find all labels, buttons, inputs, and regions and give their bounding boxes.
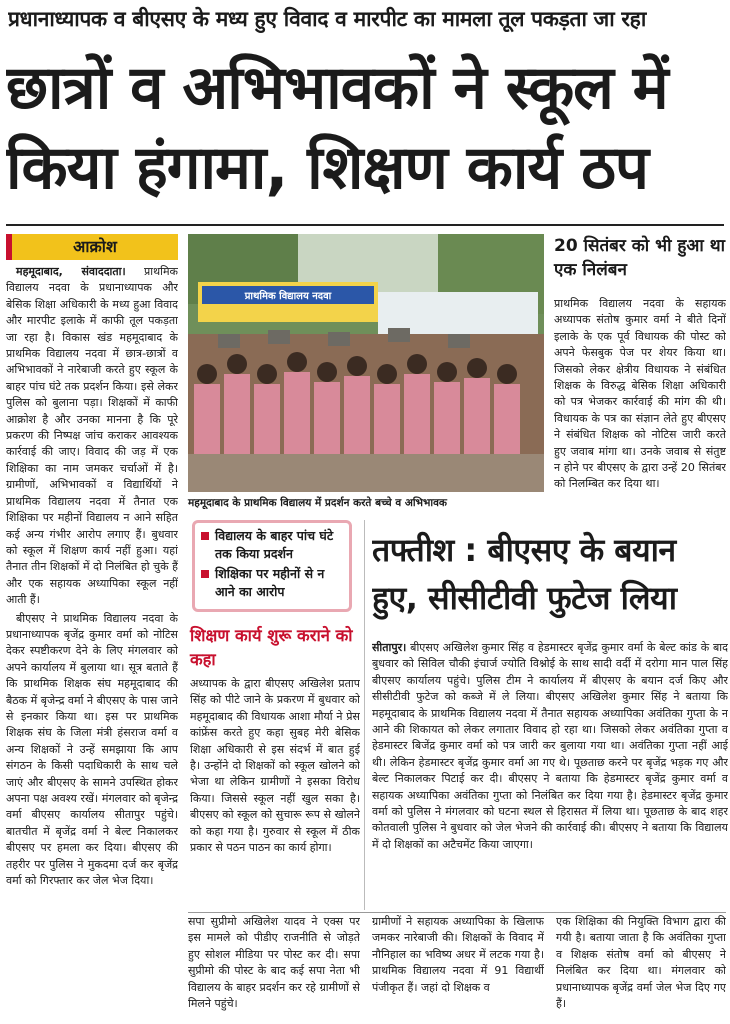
main-story-p1: प्राथमिक विद्यालय नदवा के प्रधानाध्यापक और बेसिक शिक्षा अधिकारी के मध्य हुआ विवाद और मारपीट इलाके में काफी तूल पकड़ता जा रहा है। विकास खंड महमूदाबाद के प्राथमिक विद्यालय नदवा में छात्र-छात्रों व अभिभावकों ने नारेबाजी करते हुए स्कूल के बाहर पांच घंटे तक प्रदर्शन किया। इसे लेकर पुलिस को बुलाना पड़ा। शिक्षकों में काफी आक्रोश है और उनका मानना है कि पूरे प्रकरण की निष्पक्ष जांच कराकर आवश्यक कार्रवाई की जाए। विवाद की जड़ में एक शिक्षिका का नाम जमकर चर्चाओं में है। ग्रामीणों, अभिभावकों व विद्यार्थियों ने प्राथमिक विद्यालय नदवा में तैनात एक शिक्षिका पर महीनों विद्यालय न आने सहित कई अन्य गंभीर आरोप लगाए हैं। बुधवार को स्कूल में शिक्षण कार्य नहीं हुआ। यहां तैनात तीन शिक्षकों में दो निलंबित हो चुके हैं और एक सहायक अध्यापिका स्कूल नहीं आती हैं। xyxy=(6,265,178,607)
main-headline xyxy=(6,48,726,208)
bottom-rule xyxy=(188,912,726,913)
headline-line-2: किया हंगामा, शिक्षण कार्य ठप xyxy=(6,133,649,203)
bottom-column-1 xyxy=(188,914,360,1020)
second-story-heading xyxy=(372,526,728,622)
protest-photo xyxy=(188,234,544,492)
second-story-text: बीएसए अखिलेश कुमार सिंह व हेडमास्टर बृजेंद्र कुमार वर्मा के बेल्ट कांड के बाद बुधवार को सिविल चौकी इंचार्ज ज्योति विश्नोई के साथ सादी वर्दी में दरोगा मान पाल सिंह बीएसए कार्यालय पहुंचे। पुलिस टीम ने कार्यालय में बीएसए के बयान दर्ज किए और सीसीटीवी फुटेज को कब्जे में ले लिया। बीएसए अखिलेश कुमार सिंह ने बताया कि महमूदाबाद के प्राथमिक विद्यालय नदवा में तैनात सहायक अध्यापिका अवंतिका गुप्ता के न आने की शिकायत को लेकर लगातार विवाद हो रहा था। जिसको लेकर अवंतिका गुप्ता व हेडमास्टर बिजेंद्र कुमार वर्मा को पत्र जारी कर बुलाया गया था। अवंतिका गुप्ता नहीं आई थी। लेकिन हेडमास्टर बृजेंद्र कुमार वर्मा आ गए थे। पूछताछ करने पर बृजेंद्र भड़क गए और बेल्ट निकालकर पिटाई कर दी। बीएसए ने बताया कि हेडमास्टर बृजेंद्र कुमार वर्मा व सहायक अध्यापिका अवंतिका गुप्ता को निलंबित कर दिया गया है। हेडमास्टर बृजेंद्र कुमार वर्मा को पुलिस ने मंगलवार को घटना स्थल से हिरासत में लिया था। पूछताछ के बाद शहर कोतवाली पुलिस ने बुधवार को जेल भेजने की कार्रवाई की। बीएसए ने बताया कि विद्यालय में दो शिक्षकों का अटैचमेंट किया जाएगा। xyxy=(372,641,728,851)
bottom-text-2: ग्रामीणों ने सहायक अध्यापिका के खिलाफ जमकर नारेबाजी की। शिक्षकों के विवाद में नौनिहाल का भविष्य अधर में लटक गया है। प्राथमिक विद्यालय नदवा में 91 विद्यार्थी पंजीकृत हैं। जहां दो शिक्षक व xyxy=(372,915,544,994)
side-story-text: प्राथमिक विद्यालय नदवा के सहायक अध्यापक संतोष कुमार वर्मा ने बीते दिनों इलाके के एक पूर्व विधायक की पोस्ट को अपने फेसबुक पेज पर शेयर किया था। जिसको लेकर क्षेत्रीय विधायक ने संबंधित शिक्षक के विरुद्ध बेसिक शिक्षा अधिकारी को पत्र भेजकर कार्रवाई की मांग की थी। विधायक के पत्र का संज्ञान लेते हुए बीएसए ने संबंधित शिक्षक को नोटिस जारी करते हुए जवाब मांगा था। उनके जवाब से संतुष्ट न होने पर बीएसए के द्वारा उन्हें 20 सितंबर को निलम्बित कर दिया था। xyxy=(554,297,726,491)
sub-story-body xyxy=(190,676,360,912)
second-story-body xyxy=(372,640,728,896)
second-dateline: सीतापुर। xyxy=(372,641,407,654)
main-dateline: महमूदाबाद, संवाददाता। xyxy=(16,265,126,278)
school-sign: प्राथमिक विद्यालय नदवा xyxy=(244,291,332,302)
bottom-text-1: सपा सुप्रीमो अखिलेश यादव ने एक्स पर इस मामले को पीडीए राजनीति से जोड़ते हुए सोशल मीडिया पर पोस्ट कर दी। सपा सुप्रीमो की पोस्ट के बाद कई सपा नेता भी विद्यालय के बाहर प्रदर्शन कर रहे ग्रामीणों से मिलने पहुंचे। xyxy=(188,915,360,1011)
main-story-p2: बीएसए ने प्राथमिक विद्यालय नदवा के प्रधानाध्यापक बृजेंद्र कुमार वर्मा को नोटिस देकर स्पष्टीकरण देने के लिए मंगलवार को अपने कार्यालय में बुलाया था। सूत्र बताते हैं कि प्राथमिक शिक्षक संघ महमूदाबाद की बैठक में बृजेन्द्र वर्मा ने बीएसए के पास जाने से इनकार किया था। इस पर प्राथमिक शिक्षक संघ के जिला मंत्री हंसराज वर्मा व अन्य शिक्षकों ने उन्हें समझाया कि आप संगठन के किसी पदाधिकारी के साथ चले जाएं और बीएसए के सामने उपस्थित होकर अपना पक्ष अवश्य रखें। मंगलवार को बृजेन्द्र वर्मा बीएसए कार्यालय सीतापुर पहुंचे। बातचीत में बृजेंद्र वर्मा ने बेल्ट निकालकर बीएसए पर हमला कर दिया। बीएसए की तहरीर पर पुलिस ने मुकदमा दर्ज कर बृजेंद्र वर्मा को गिरफ्तार कर जेल भेज दिया। xyxy=(6,611,178,888)
second-heading-line-1: तफ्तीश : बीएसए के बयान xyxy=(372,531,676,569)
kicker-headline: प्रधानाध्यापक व बीएसए के मध्य हुए विवाद व मारपीट का मामला तूल पकड़ता जा रहा xyxy=(8,7,646,31)
main-story-column xyxy=(6,264,178,1016)
sub-story-text: अध्यापक के द्वारा बीएसए अखिलेश प्रताप सिंह को पीटे जाने के प्रकरण में बुधवार को महमूदाबाद की विधायक आशा मौर्या ने प्रेस कांफ्रेंस करते हुए कहा सुबह मेरी बेसिक शिक्षा अधिकारी से इस संदर्भ में बात हुई है। उन्होंने दो शिक्षकों को स्कूल खोलने को भेजा था लेकिन ग्रामीणों ने इसका विरोध किया। जिससे स्कूल नहीं खुल सका है। बीएसए को स्कूल को सुचारू रूप से खोलने को कहा गया है। गुरुवार से स्कूल में ठीक प्रकार से पठन पाठन का कार्य होगा। xyxy=(190,677,360,855)
column-divider xyxy=(364,520,365,910)
sub-story-heading: शिक्षण कार्य शुरू कराने को कहा xyxy=(190,626,353,669)
photo-caption: महमूदाबाद के प्राथमिक विद्यालय में प्रदर्शन करते बच्चे व अभिभावक xyxy=(188,497,447,509)
bottom-column-3 xyxy=(556,914,726,1020)
headline-line-1: छात्रों व अभिभावकों ने स्कूल में xyxy=(6,53,668,123)
bottom-column-2 xyxy=(372,914,544,1020)
highlight-item: विद्यालय के बाहर पांच घंटे तक किया प्रदर्शन xyxy=(201,527,343,563)
side-story-heading: 20 सितंबर को भी हुआ था एक निलंबन xyxy=(554,236,725,280)
second-heading-line-2: हुए, सीसीटीवी फुटेज लिया xyxy=(372,579,677,617)
protest-photo-illustration xyxy=(188,234,544,492)
section-tag: आक्रोश xyxy=(6,234,178,260)
side-story-body xyxy=(554,296,726,518)
headline-rule xyxy=(6,224,724,226)
highlights-box xyxy=(192,520,352,612)
bottom-text-3: एक शिक्षिका की नियुक्ति विभाग द्वारा की गयी है। बताया जाता है कि अवंतिका गुप्ता व शिक्षक संतोष वर्मा को बीएसए ने निलंबित कर दिया था। मंगलवार को प्रधानाध्यापक बृजेंद्र वर्मा जेल भेज दिए गए हैं। xyxy=(556,915,726,1011)
highlight-item: शिक्षिका पर महीनों से न आने का आरोप xyxy=(201,565,343,601)
